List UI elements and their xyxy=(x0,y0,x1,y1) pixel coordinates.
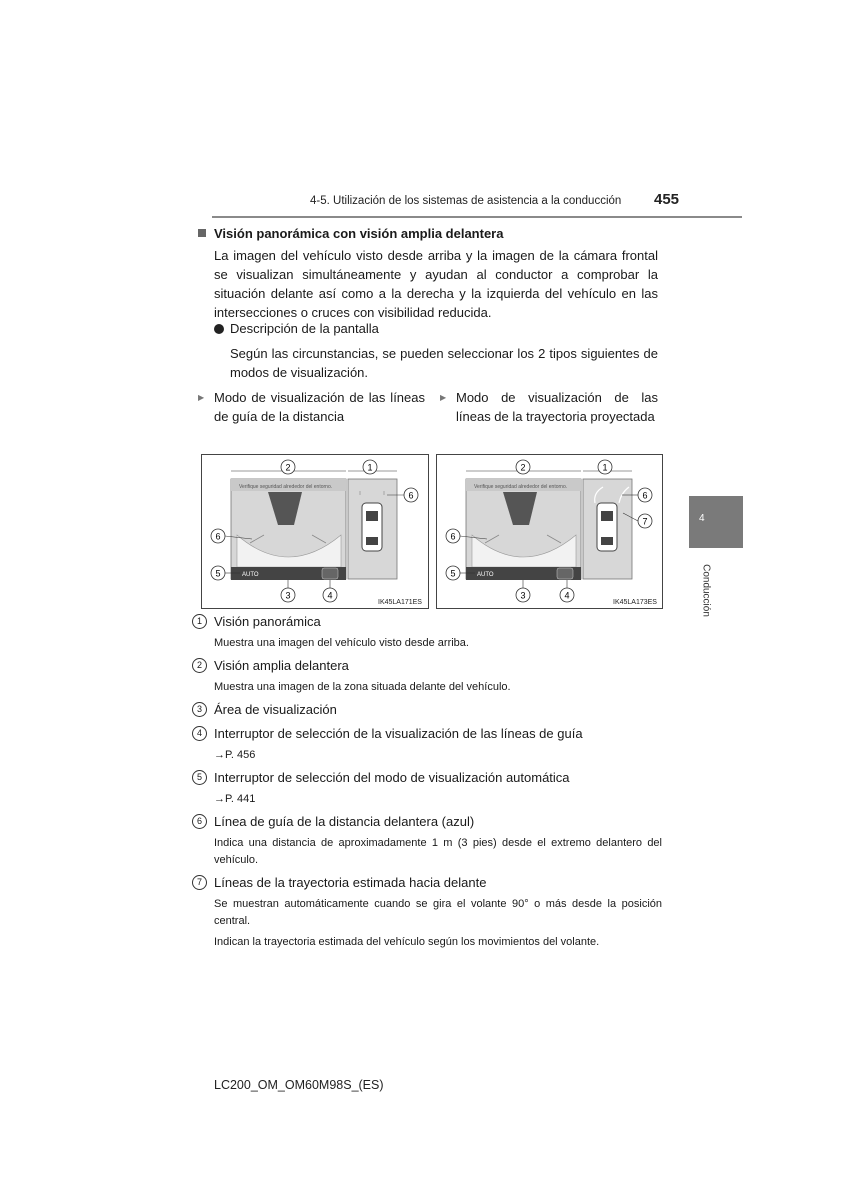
item-description: Muestra una imagen de la zona situada delante del vehículo. xyxy=(214,681,511,693)
bullet-heading-text: Descripción de la pantalla xyxy=(230,321,379,336)
screen-illustration-course-mode xyxy=(436,454,663,609)
chapter-tab xyxy=(689,496,743,548)
item-title: Visión panorámica xyxy=(214,614,321,629)
running-header: 4-5. Utilización de los sistemas de asistencia a la conducción xyxy=(310,195,622,207)
callout-4: 4 xyxy=(327,590,333,601)
auto-switch-label: AUTO xyxy=(477,572,494,578)
item-number: 7 xyxy=(192,875,207,890)
item-heading xyxy=(192,812,662,831)
list-item xyxy=(192,768,662,808)
callout-5: 5 xyxy=(215,568,221,579)
chapter-tab-number: 4 xyxy=(699,513,705,524)
page-number: 455 xyxy=(654,191,680,208)
item-heading xyxy=(192,656,662,675)
callout-6: 6 xyxy=(215,531,221,542)
screen-illustration-svg xyxy=(202,455,428,608)
item-description: Se muestran automáticamente cuando se gira el volante 90° o más desde la posición central. xyxy=(214,898,662,927)
triangle-bullet-icon: ▶ xyxy=(198,393,205,402)
callout-2: 2 xyxy=(285,462,291,473)
item-number: 1 xyxy=(192,614,207,629)
callout-4: 4 xyxy=(564,590,570,601)
callout-6: 6 xyxy=(642,490,648,501)
item-title: Líneas de la trayectoria estimada hacia delante xyxy=(214,875,487,890)
intro-paragraph: La imagen del vehículo visto desde arriba y la imagen de la cámara frontal se visualizan simultáneamente y ayudan al conductor a comprobar la situación delante así como a la derecha y la izquierda del vehículo en las intersecciones o cruces con visibilidad reducida. xyxy=(214,248,658,320)
item-heading xyxy=(192,873,662,892)
item-title: Área de visualización xyxy=(214,702,337,717)
item-description: Indican la trayectoria estimada del vehículo según los movimientos del volante. xyxy=(214,936,600,948)
figure-code: IK45LA173ES xyxy=(613,599,657,606)
bullet-paragraph: Según las circunstancias, se pueden seleccionar los 2 tipos siguientes de modos de visualización. xyxy=(230,346,658,380)
auto-switch-label: AUTO xyxy=(242,572,259,578)
item-heading xyxy=(192,612,662,631)
list-item xyxy=(192,724,662,764)
figure-code: IK45LA171ES xyxy=(378,599,422,606)
list-item xyxy=(192,700,662,719)
item-number: 3 xyxy=(192,702,207,717)
callout-1: 1 xyxy=(367,462,373,473)
callout-3: 3 xyxy=(520,590,526,601)
item-description: Indica una distancia de aproximadamente 1 m (3 pies) desde el extremo delantero del vehículo. xyxy=(214,837,662,866)
callout-6: 6 xyxy=(450,531,456,542)
item-list xyxy=(192,612,662,951)
item-heading xyxy=(192,768,662,787)
list-item xyxy=(192,812,662,869)
callout-5: 5 xyxy=(450,568,456,579)
item-number: 4 xyxy=(192,726,207,741)
callout-7: 7 xyxy=(642,516,648,527)
screen-illustration-distance-mode xyxy=(201,454,429,609)
callout-1: 1 xyxy=(602,462,608,473)
item-page-reference: →P. 441 xyxy=(214,793,256,805)
list-item xyxy=(192,656,662,696)
item-heading xyxy=(192,700,662,719)
list-item xyxy=(192,612,662,652)
screen-illustration-svg xyxy=(437,455,662,608)
bullet-dot-icon xyxy=(214,324,224,334)
chapter-tab-label: Conducción xyxy=(700,564,712,617)
section-title-text: Visión panorámica con visión amplia delantera xyxy=(214,226,504,241)
screen-banner-text: Verifique seguridad alrededor del entorno. xyxy=(474,484,568,490)
item-number: 6 xyxy=(192,814,207,829)
screen-banner-text: Verifique seguridad alrededor del entorno. xyxy=(239,484,333,490)
mode-projected-course: Modo de visualización de las líneas de la trayectoria proyectada xyxy=(456,390,658,424)
callout-6: 6 xyxy=(408,490,414,501)
section-title xyxy=(198,226,503,241)
item-title: Interruptor de selección del modo de visualización automática xyxy=(214,770,570,785)
callout-3: 3 xyxy=(285,590,291,601)
item-title: Línea de guía de la distancia delantera (azul) xyxy=(214,814,475,829)
square-bullet-icon xyxy=(198,229,206,237)
callout-2: 2 xyxy=(520,462,526,473)
item-heading xyxy=(192,724,662,743)
item-title: Interruptor de selección de la visualización de las líneas de guía xyxy=(214,726,583,741)
header-rule xyxy=(212,216,742,218)
item-page-reference: →P. 456 xyxy=(214,749,256,761)
document-footer: LC200_OM_OM60M98S_(ES) xyxy=(214,1078,384,1092)
list-item xyxy=(192,873,662,951)
item-number: 5 xyxy=(192,770,207,785)
mode-distance-guide: Modo de visualización de las líneas de guía de la distancia xyxy=(214,390,425,424)
item-description: Muestra una imagen del vehículo visto desde arriba. xyxy=(214,637,469,649)
triangle-bullet-icon: ▶ xyxy=(440,393,447,402)
item-title: Visión amplia delantera xyxy=(214,658,349,673)
item-number: 2 xyxy=(192,658,207,673)
bullet-heading xyxy=(214,321,379,336)
